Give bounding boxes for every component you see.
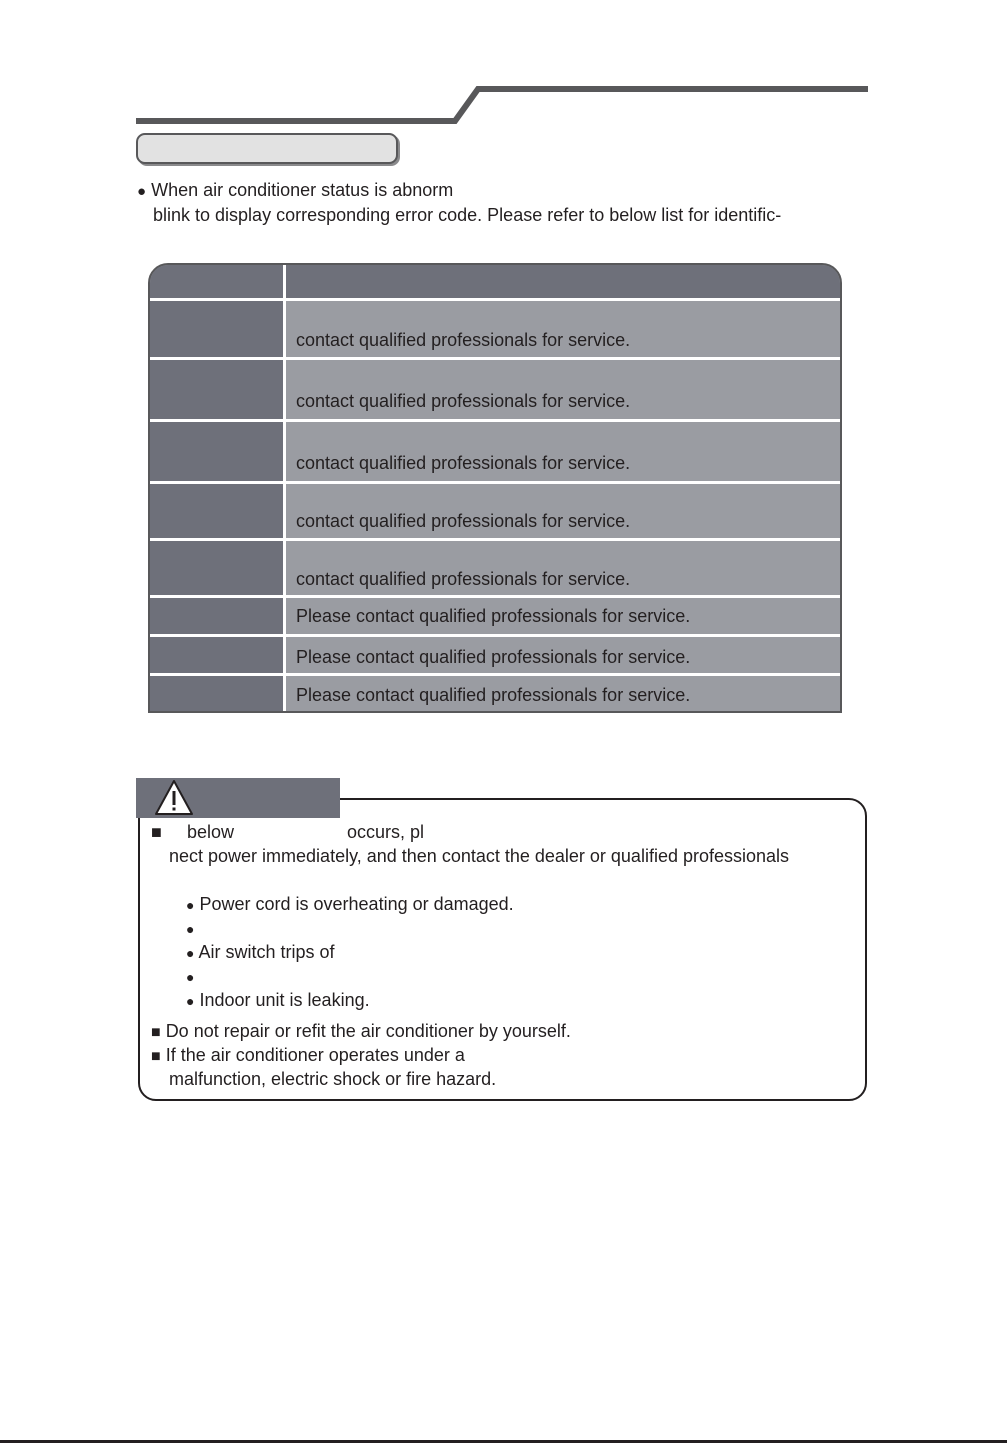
error-description-cell bbox=[286, 422, 840, 481]
error-description: contact qualified professionals for service. bbox=[296, 569, 631, 589]
error-code-cell bbox=[150, 541, 286, 595]
error-description-cell bbox=[286, 360, 840, 419]
warning-item: ● Air switch trips of bbox=[186, 942, 335, 962]
warning-line-1b: occurs, pl bbox=[347, 822, 425, 842]
error-code-cell bbox=[150, 676, 286, 713]
table-row bbox=[150, 357, 840, 419]
error-description-cell bbox=[286, 676, 840, 713]
warning-triangle-icon bbox=[152, 778, 196, 818]
table-row bbox=[150, 595, 840, 634]
bullet-icon: ● bbox=[137, 183, 147, 200]
error-description: Please contact qualified professionals for service. bbox=[296, 685, 691, 705]
table-row bbox=[150, 481, 840, 538]
warning-line-2: nect power immediately, and then contact the dealer or qualified professionals bbox=[169, 846, 790, 866]
error-description-cell bbox=[286, 598, 840, 634]
error-description: contact qualified professionals for service. bbox=[296, 330, 631, 350]
intro-line-2: blink to display corresponding error code. Please refer to below list for identific- bbox=[153, 205, 782, 225]
warning-note-1: ■ Do not repair or refit the air conditioner by yourself. bbox=[151, 1021, 571, 1041]
error-description-cell bbox=[286, 301, 840, 357]
table-row bbox=[150, 298, 840, 357]
bullet-icon: ● bbox=[186, 921, 195, 937]
warning-square-bullet: ■ bbox=[151, 822, 162, 842]
warning-tab bbox=[136, 778, 340, 818]
error-code-cell bbox=[150, 637, 286, 673]
warning-item bbox=[186, 965, 194, 988]
warning-item: ● Power cord is overheating or damaged. bbox=[186, 894, 514, 914]
error-description: contact qualified professionals for service. bbox=[296, 391, 631, 411]
error-code-cell bbox=[150, 484, 286, 538]
warning-note-2-continued: malfunction, electric shock or fire hazard. bbox=[169, 1069, 497, 1089]
error-description: Please contact qualified professionals for service. bbox=[296, 606, 691, 626]
error-description: Please contact qualified professionals for service. bbox=[296, 647, 691, 667]
warning-line-1a: below bbox=[187, 822, 235, 842]
table-row bbox=[150, 419, 840, 481]
table-row bbox=[150, 538, 840, 595]
error-code-cell bbox=[150, 422, 286, 481]
intro-text-1: When air conditioner status is abnorm bbox=[151, 180, 454, 200]
error-description: contact qualified professionals for service. bbox=[296, 453, 631, 473]
error-code-cell bbox=[150, 360, 286, 419]
bullet-icon: ● bbox=[186, 969, 195, 985]
error-code-table bbox=[148, 263, 842, 713]
intro-line-1 bbox=[137, 179, 453, 203]
error-description-cell bbox=[286, 637, 840, 673]
square-bullet-icon: ■ bbox=[151, 1024, 161, 1041]
header-rule bbox=[0, 0, 1007, 130]
error-code-cell bbox=[150, 598, 286, 634]
error-code-cell bbox=[150, 301, 286, 357]
square-bullet-icon: ■ bbox=[151, 1048, 161, 1065]
table-header bbox=[150, 265, 840, 300]
warning-note-2: ■ If the air conditioner operates under a bbox=[151, 1045, 465, 1065]
error-description-cell bbox=[286, 484, 840, 538]
error-description: contact qualified professionals for service. bbox=[296, 511, 631, 531]
bullet-icon: ● bbox=[186, 945, 195, 961]
bullet-icon: ● bbox=[186, 993, 195, 1009]
table-row bbox=[150, 673, 840, 713]
section-heading-pill bbox=[136, 133, 398, 164]
error-description-cell bbox=[286, 541, 840, 595]
warning-item bbox=[186, 917, 194, 940]
bullet-icon: ● bbox=[186, 897, 195, 913]
table-row bbox=[150, 634, 840, 673]
warning-item: ● Indoor unit is leaking. bbox=[186, 990, 370, 1010]
